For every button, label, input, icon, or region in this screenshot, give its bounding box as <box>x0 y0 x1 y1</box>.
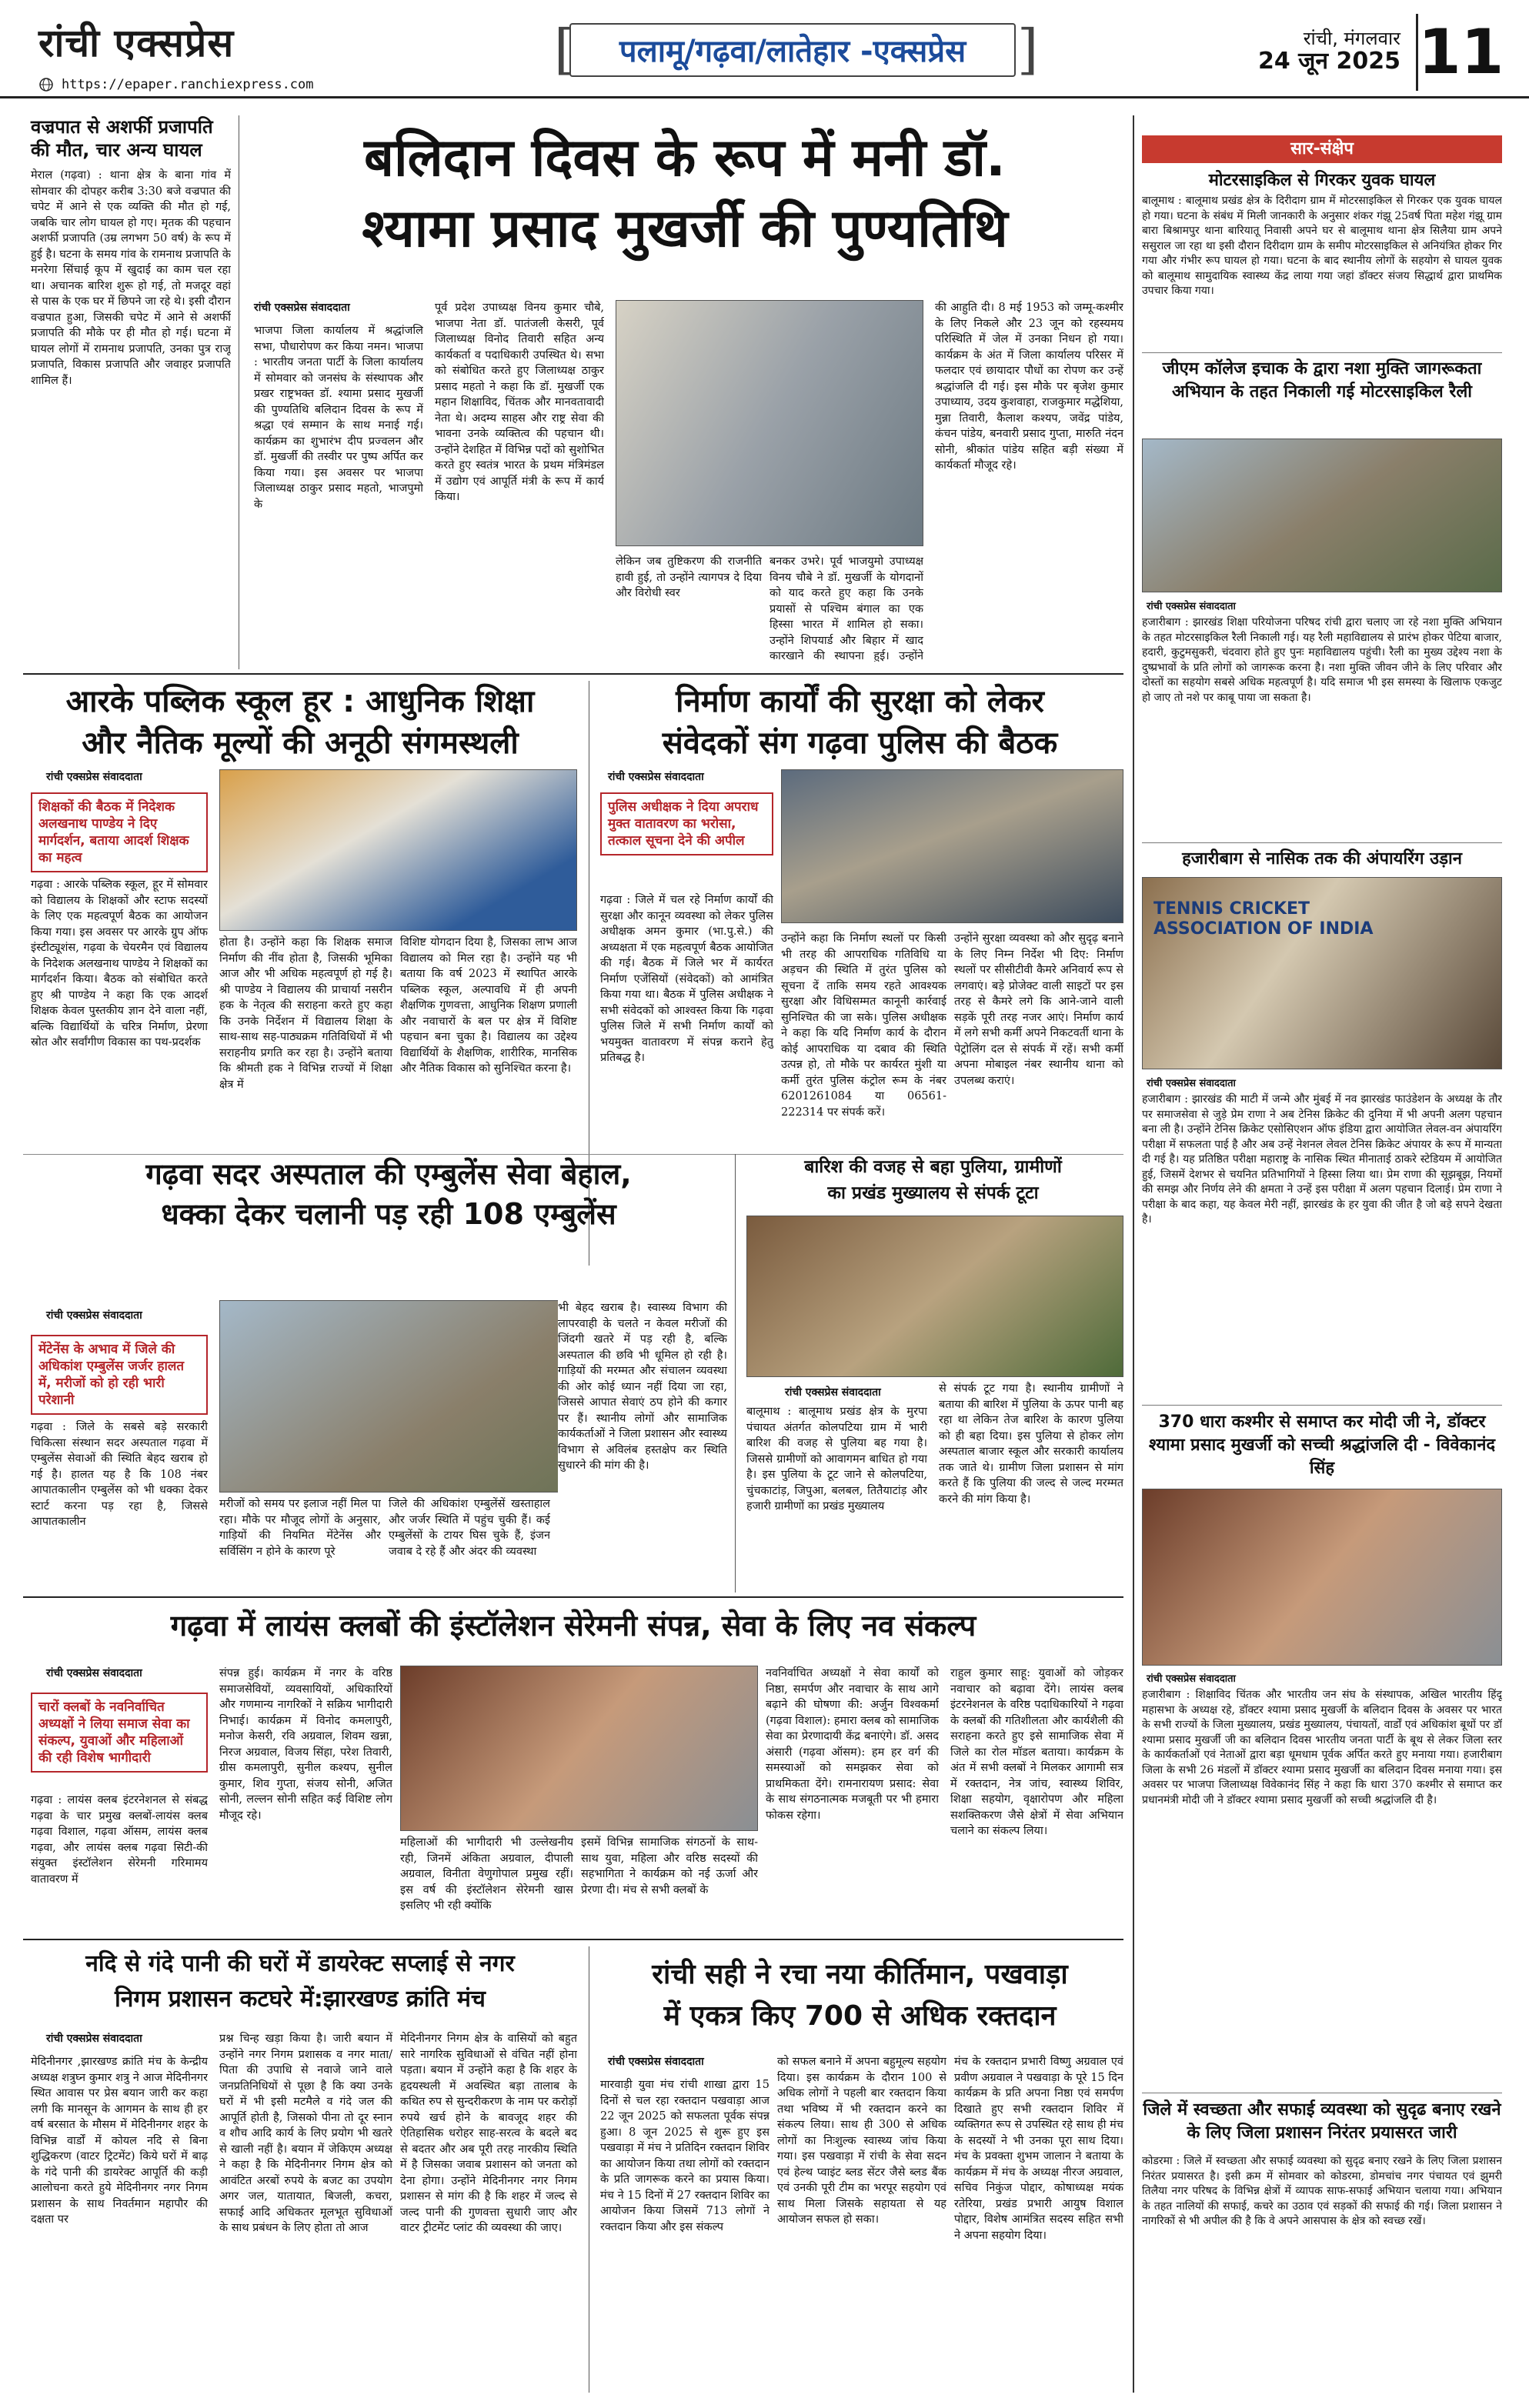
lions-photo <box>400 1666 758 1831</box>
bridge-byline: रांची एक्सप्रेस संवाददाता <box>785 1386 881 1399</box>
epaper-url[interactable]: https://epaper.ranchiexpress.com <box>62 77 314 92</box>
sidebar-brief2-photo <box>1142 439 1502 592</box>
globe-icon <box>38 77 58 92</box>
school-callout: शिक्षकों की बैठक में निदेशक अलखनाथ पाण्डेय ने दिए मार्गदर्शन, बताया आदर्श शिक्षक का महत्व <box>31 792 208 872</box>
ambulance-callout: मेंटेनेंस के अभाव में जिले की अधिकांश एम्बुलेंस जर्जर हालत में, मरीजों को हो रही भारी परेशानी <box>31 1335 208 1415</box>
lead-headline-line1: बलिदान दिवस के रूप में मनी डॉ. <box>364 128 1006 188</box>
police-text-col2: उन्होंने कहा कि निर्माण स्थलों पर किसी भी तरह की आपराधिक गतिविधि या अड़चन की स्थिति में तुरंत पुलिस को सूचना दें ताकि समय रहते आवश्यक सुरक्षा और विधिसम्मत कानूनी कार्रवाई सुनिश्चित की जा सके। पुलिस अधीक्षक ने कहा कि यदि निर्माण कार्य के दौरान कोई आपराधिक या दबाव की स्थिति उत्पन्न हो, तो मौके पर कार्यरत मुंशी या कर्मी तुरंत पुलिस कंट्रोल रूम के नंबर 6201261084 या 06561-222314 पर संपर्क करें। <box>781 932 946 1119</box>
lead-headline-line2: श्यामा प्रसाद मुखर्जी की पुण्यतिथि <box>362 198 1008 259</box>
ambulance-text-col2: मरीजों को समय पर इलाज नहीं मिल पा रहा। मौके पर मौजूद लोगों के अनुसार, गाड़ियों की नियमित मेंटेनेंस और सर्विसिंग न होने के कारण पूरे <box>219 1498 381 1558</box>
lead-headline <box>246 123 1123 265</box>
sidebar-divider <box>1142 352 1502 353</box>
lions-headline: गढ़वा में लायंस क्लबों की इंस्टॉलेशन सेरेमनी संपन्न, सेवा के लिए नव संकल्प <box>170 1609 976 1643</box>
school-text-col3: विशिष्ट योगदान दिया है, जिसका लाभ आज विद्यालय को मिल रहा है। उन्होंने यह भी बताया कि वर्ष 2023 में स्थापित आरके पब्लिक स्कूल, अल्पावधि में ही अपनी शैक्षणिक गुणवत्ता, आधुनिक शिक्षण प्रणाली और नवाचारों के बल पर क्षेत्र में विशिष्ट पहचान बना चुका है। विद्यालय का उद्देश्य विद्यार्थियों के शैक्षणिक, शारीरिक, मानसिक और नैतिक विकास को सुनिश्चित करना है। <box>400 936 577 1075</box>
sidebar-brief1-text: बालूमाथ : बालूमाथ प्रखंड क्षेत्र के दिरीदाग ग्राम में मोटरसाइकिल से गिरकर एक युवक घायल हो गया। घटना के संबंध में मिली जानकारी के अनुसार शंकर गंझू 25वर्ष पिता महेश गंझू ग्राम बारा बिश्रामपुर थाना बारियातू निवासी अपने घर से बालूमाथ थाना क्षेत्र सिलैया ग्राम अपने ससुराल जा रहा था इसी दौरान दिरीदाग ग्राम के समीप मोटरसाइकिल से अनियंत्रित होकर गिर गया और गंभीर रूप घायल हो गया। घटना के बाद स्थानीय लोगों के सहयोग से घायल युवक को बालूमाथ सामुदायिक स्वास्थ्य केंद्र लाया गया जहां डॉक्टर संजय सिद्धार्थ द्वारा प्राथमिक उपचार किया गया। <box>1142 195 1502 297</box>
bridge-headline-line2: का प्रखंड मुख्यालय से संपर्क टूटा <box>827 1183 1039 1203</box>
ambulance-byline: रांची एक्सप्रेस संवाददाता <box>46 1309 142 1322</box>
blood-text-col3: मंच के रक्तदान प्रभारी विष्णु अग्रवाल एवं प्रवीण अग्रवाल ने पखवाड़ा के पूरे 15 दिन कार्यक्रम के प्रति अपना निष्ठा एवं समर्पण दिखाते हुए सभी रक्तदान शिविर में व्यक्तिगत रूप से उपस्थित रहे साथ ही मंच के सदस्यों ने भी उनका पूरा साथ दिया। मंच के प्रवक्ता शुभम जालान ने बताया के कार्यक्रम में मंच के अध्यक्ष नीरज अग्रवाल, सचिव निकुंज पोद्दार, कोषाध्यक्ष मयंक रतेरिया, प्रखंड प्रभारी आयुष विशाल पोद्दार, विशेष आमंत्रित सदस्य सहित सभी ने अपना सहयोग दिया। <box>954 2056 1123 2242</box>
section-title: पलामू/गढ़वा/लातेहार -एक्सप्रेस <box>569 23 1016 77</box>
water-headline-line2: निगम प्रशासन कटघरे में:झारखण्ड क्रांति मंच <box>115 1986 486 2013</box>
ambulance-text-col1: गढ़वा : जिले के सबसे बड़े सरकारी चिकित्सा संस्थान सदर अस्पताल गढ़वा में एम्बुलेंस सेवाओं की स्थिति बेहद खराब हो गई है। हालत यह है कि 108 नंबर आपातकालीन एम्बुलेंस को भी धक्का देकर स्टार्ट करना पड़ रहा है, जिससे आपातकालीन <box>31 1421 208 1528</box>
sidebar-brief3-text: हजारीबाग : झारखंड की माटी में जन्मे और मुंबई में नव झारखंड फाउंडेशन के अध्यक्ष के तौर पर समाजसेवा से जुड़े प्रेम राणा ने अब टेनिस क्रिकेट की दुनिया में भी अपनी अलग पहचान बना ली है। उन्होंने टेनिस क्रिकेट एसोसिएशन ऑफ इंडिया द्वारा आयोजित लेवल-वन अंपायरिंग परीक्षा में सफलता पाई है और अब उन्हें नेशनल लेवल टेनिस क्रिकेट अंपायर के रूप में मान्यता दी गई है। यह प्रतिष्ठित परीक्षा महाराष्ट्र के नासिक स्थित मीनाताई ठाकरे स्टेडियम में आयोजित हुई, जिसमें देशभर से चयनित प्रतिभागियों ने हिस्सा लिया था। प्रेम राणा की सूझबूझ, नियमों की समझ और निर्णय लेने की क्षमता ने उन्हें इस परीक्षा में अलग पहचान दिलाई। प्रेम राणा ने परीक्षा के बाद कहा, यह केवल मेरी नहीं, झारखंड के हर युवा की जीत है जो बड़े सपने देखता है। <box>1142 1093 1502 1226</box>
dateline <box>1231 27 1400 73</box>
water-headline <box>23 1946 577 2017</box>
lions-text-col2: संपन्न हुई। कार्यक्रम में नगर के वरिष्ठ समाजसेवियों, व्यवसायियों, अधिकारियों और गणमान्य नागरिकों ने सक्रिय भागीदारी निभाई। कार्यक्रम में विनोद कमलापुरी, मनोज केसरी, रवि अग्रवाल, शिवम खन्ना, निरज अग्रवाल, विजय सिंहा, परेश तिवारी, ग्रीस कमलापुरी, सुनील कश्यप, सुनील कुमार, शिव गुप्ता, संजय सोनी, अजित सोनी, लल्लन सोनी सहित कई विशिष्ट लोग मौजूद रहे। <box>219 1667 392 1822</box>
water-text-col3: मेदिनीनगर निगम क्षेत्र के वासियों को बहुत सारे नागरिक सुविधाओं से वंचित नहीं होना पड़ता। बयान में उन्होंने कहा है कि शहर के हृदयस्थली में अवस्थित बड़ा तालाब के कथित रुप से सुन्दरीकरण के नाम पर करोड़ों रुपये खर्च होने के बावजूद शहर की ऐतिहासिक धरोहर साह-सरत्व के बदले बद से बदतर और अब पूरी तरह नारकीय स्थिति में है जिसका जवाब प्रशासन को जनता को देना होगा। उन्होंने मेदिनीनगर नगर निगम प्रशासन से मांग की है कि शहर में जल्द से जल्द पानी की गुणवत्ता सुधारी जाए और वाटर ट्रीटमेंट प्लांट की व्यवस्था की जाए। <box>400 2033 577 2234</box>
water-text-col1: मेदिनीनगर ,झारखण्ड क्रांति मंच के केन्द्रीय अध्यक्ष शत्रुघ्न कुमार शत्रु ने आज मेदिनीनगर स्थित आवास पर प्रेस बयान जारी कर कहा लगी कि मानसून के आगमन के साथ ही हर वर्ष बरसात के मौसम में मेदिनीनगर शहर के विभिन्न वार्डों में कोयल नदि से बिना शुद्धिकरण (वाटर ट्रिटमेंट) किये घरों में बाढ़ के गंदे पानी की डायरेक्ट आपूर्ति की कड़ी आलोचना करते हुये मेदिनीनगर नगर निगम प्रशासन के साथ निवर्तमान महापौर की दक्षता पर <box>31 2056 208 2226</box>
bridge-headline-line1: बारिश की वजह से बहा पुलिया, ग्रामीणों <box>804 1157 1062 1177</box>
city-day: रांची, मंगलवार <box>1303 28 1400 49</box>
lead-text-col1: भाजपा जिला कार्यालय में श्रद्धांजलि सभा, पौधारोपण कर किया नमन। भाजपा : भारतीय जनता पार्टी के जिला कार्यालय में सोमवार को जनसंघ के संस्थापक और प्रखर राष्ट्रभक्त डॉ. श्यामा प्रसाद मुखर्जी की पुण्यतिथि बलिदान दिवस के रूप में श्रद्धा एवं सम्मान के साथ मनाई गई। कार्यक्रम का शुभारंभ दीप प्रज्वलन और डॉ. मुखर्जी की तस्वीर पर पुष्प अर्पित कर किया गया। इस अवसर पर भाजपा जिलाध्यक्ष ठाकुर प्रसाद महतो, भाजपुमो के <box>254 325 423 511</box>
section-rule <box>23 673 1123 675</box>
lead-text-col3: लेकिन जब तुष्टिकरण की राजनीति हावी हुई, तो उन्होंने त्यागपत्र दे दिया और विरोधी स्वर <box>616 555 762 599</box>
blood-headline-line1: रांची सही ने रचा नया कीर्तिमान, पखवाड़ा <box>652 1959 1068 1990</box>
police-text-col3: उन्होंने सुरक्षा व्यवस्था को और सुदृढ़ बनाने के लिए निम्न निर्देश भी दिए: निर्माण स्थलों पर सीसीटीवी कैमरे अनिवार्य रूप से लगवाएं। बड़े प्रोजेक्ट वाली साइटों पर इस तरह से कैमरे लगे कि आने-जाने वाली सड़कें पूरी तरह नजर आएं। निर्माण कार्य में लगे सभी कर्मी अपने निकटवर्ती थाना के पेट्रोलिंग दल से संपर्क में रहें। सभी कर्मी अपना मोबाइल नंबर स्थानीय थाना को उपलब्ध कराएं। <box>954 932 1123 1087</box>
ambulance-text-col4: भी बेहद खराब है। स्वास्थ्य विभाग की लापरवाही के चलते न केवल मरीजों की जिंदगी खतरे में पड़ रही है, बल्कि अस्पताल की छवि भी धूमिल हो रही है। गाड़ियों की मरम्मत और संचालन व्यवस्था की ओर कोई ध्यान नहीं दिया जा रहा, जिससे आपात सेवाएं ठप होने की कगार पर हैं। स्थानीय लोगों और सामाजिक कार्यकर्ताओं ने जिला प्रशासन और स्वास्थ्य विभाग से अविलंब हस्तक्षेप कर स्थिति सुधारने की मांग की है। <box>558 1300 727 1589</box>
police-text-col1: गढ़वा : जिले में चल रहे निर्माण कार्यों की सुरक्षा और कानून व्यवस्था को लेकर पुलिस अधीक्षक अमन कुमार (भा.पु.से.) की अध्यक्षता में एक महत्वपूर्ण बैठक आयोजित की गई। बैठक में जिले भर में कार्यरत निर्माण एजेंसियों (संवेदकों) को आमंत्रित किया गया था। बैठक में पुलिस अधीक्षक ने सभी संवेदकों को आश्वस्त किया कि गढ़वा पुलिस जिले में सभी निर्माण कार्यों को भयमुक्त वातावरण में संपन्न कराने हेतु प्रतिबद्ध है। <box>600 894 773 1064</box>
brief-text: मेराल (गढ़वा) : थाना क्षेत्र के बाना गांव में सोमवार की दोपहर करीब 3:30 बजे वज्रपात की चपेट में आने से एक व्यक्ति की मौत हो गई, जबकि चार लोग घायल हो गए। मृतक की पहचान अशर्फी प्रजापति (उम्र लगभग 50 वर्ष) के रूप में हुई है। घटना के समय गांव के रामनाथ प्रजापति के मनरेगा सिंचाई कूप में खुदाई का काम चल रहा था। अचानक बारिश शुरू हो गई, तो मजदूर वहां से पास के एक घर में छिपने जा रहे थे। इसी दौरान वज्रपात हुआ, जिसकी चपेट में आने से अशर्फी प्रजापति की मौके पर ही मौत हो गई। घटना में घायल लोगों में रामनाथ प्रजापति, उनका पुत्र राजू प्रजापति, विकास प्रजापति और जवाहर प्रजापति शामिल हैं। <box>31 169 231 387</box>
issue-date: 24 जून 2025 <box>1257 48 1400 75</box>
school-headline <box>23 681 577 764</box>
page-number: 11 <box>1416 14 1485 91</box>
bridge-photo <box>746 1216 1123 1377</box>
sidebar-brief5-title: जिले में स्वच्छता और सफाई व्यवस्था को सुदृढ बनाए रखने के लिए जिला प्रशासन निरंतर प्रयासरत जारी <box>1143 2100 1501 2143</box>
school-headline-line2: और नैतिक मूल्यों की अनूठी संगमस्थली <box>82 725 519 761</box>
sidebar-brief2-text: हजारीबाग : झारखंड शिक्षा परियोजना परिषद रांची द्वारा चलाए जा रहे नशा मुक्ति अभियान के तहत मोटरसाइकिल रैली निकाली गई। यह रैली महाविद्यालय से प्रारंभ होकर पेटिया बाजार, हदारी, कुटुमसुकरी, चंदवारा होते हुए पुनः महाविद्यालय पहुंची। रैली का मुख्य उद्देश्य नशा के दुष्प्रभावों के प्रति लोगों को जागरूक करना है। नशा मुक्ति जीवन जीने के लिए परिवार और दोस्तों का सहयोग सबसे अधिक महत्वपूर्ण है। यदि समाज भी इस समस्या के खिलाफ एकजुट हो जाए तो नशे पर काबू पाया जा सकता है। <box>1142 616 1502 704</box>
ambulance-headline-line2: धक्का देकर चलानी पड़ रही 108 एम्बुलेंस <box>161 1197 616 1231</box>
section-rule <box>23 1596 1123 1598</box>
blood-text-col2: को सफल बनाने में अपना बहुमूल्य सहयोग दिया। इस कार्यक्रम के दौरान 100 से अधिक लोगों ने पहली बार रक्तदान किया तथा भविष्य में भी रक्तदान करने का संकल्प लिया। साथ ही 300 से अधिक लोगों का निःशुल्क स्वास्थ्य जांच किया गया। इस पखवाड़ा में रांची के सेवा सदन एवं हेल्थ प्वाइंट ब्लड सेंटर जैसे ब्लड बैंक एवं उनकी पूरी टीम का भरपूर सहयोग एवं साथ मिला जिसके सहायता से यह आयोजन सफल हो सका। <box>777 2056 946 2226</box>
police-callout: पुलिस अधीक्षक ने दिया अपराध मुक्त वातावरण का भरोसा, तत्काल सूचना देने की अपील <box>600 792 773 855</box>
school-photo <box>219 769 577 931</box>
police-byline: रांची एक्सप्रेस संवाददाता <box>608 771 704 783</box>
section-bracket-left: [ <box>554 18 576 81</box>
section-rule <box>23 1939 1123 1940</box>
lead-text-col5: की आहुति दी। 8 मई 1953 को जम्मू-कश्मीर के लिए निकले और 23 जून को रहस्यमय परिस्थिति में जेल में उनका निधन हो गया। कार्यक्रम के अंत में जिला कार्यालय परिसर में फलदार एवं छायादार पौधों का रोपण कर उन्हें श्रद्धांजलि दी गई। इस मौके पर बृजेश कुमार उपाध्याय, उदय कुशवाहा, राजकुमार मद्धेशिया, मुन्ना तिवारी, कैलाश कश्यप, जवेंद्र पांडेय, कंचन पांडेय, बनवारी प्रसाद गुप्ता, मारुति नंदन सोनी, श्रीकांत पांडेय सहित बड़ी संख्या में कार्यकर्ता मौजूद रहे। <box>935 302 1123 472</box>
blood-headline-line2: में एकत्र किए 700 से अधिक रक्तदान <box>663 2000 1057 2032</box>
lead-text-col4: बनकर उभरे। पूर्व भाजयुमो उपाध्यक्ष विनय चौबे ने डॉ. मुखर्जी के योगदानों को याद करते हुए कहा कि उनके प्रयासों से पश्चिम बंगाल का एक हिस्सा भारत में शामिल हो सका। उन्होंने शिपयार्ड और बिहार में खाद कारखाने की स्थापना हुई। उन्होंने <box>770 555 923 662</box>
water-headline-line1: नदि से गंदे पानी की घरों में डायरेक्ट सप्लाई से नगर <box>85 1950 515 1977</box>
sidebar-brief5-text: कोडरमा : जिले में स्वच्छता और सफाई व्यवस्था को सुदृढ बनाए रखने के लिए जिला प्रशासन निरंतर प्रयासरत है। इसी क्रम में सोमवार को कोडरमा, डोमचांच नगर पंचायत एवं झुमरी तिलैया नगर परिषद के विभिन्न क्षेत्रों में व्यापक साफ-सफाई अभियान चलाया गया। अभियान के तहत नालियों की सफाई, कचरे का उठाव एवं सड़कों की सफाई की गई। जिला प्रशासन ने नागरिकों से भी अपील की है कि वे अपने आसपास के क्षेत्र को स्वच्छ रखें। <box>1142 2155 1502 2227</box>
blood-text-col1: मारवाड़ी युवा मंच रांची शाखा द्वारा 15 दिनों से चल रहा रक्तदान पखवाड़ा आज 22 जून 2025 को सफलता पूर्वक संपन्न हुआ। 8 जून 2025 से शुरू हुए इस पखवाड़ा में मंच ने प्रतिदिन रक्तदान शिविर का आयोजन किया तथा लोगों को रक्तदान के प्रति जागरूक करने का प्रयास किया। मंच ने 15 दिनों में 27 रक्तदान शिविर का आयोजन किया जिसमें 713 लोगों ने रक्तदान किया और इस संकल्प <box>600 2079 770 2233</box>
sidebar-brief3-byline: रांची एक्सप्रेस संवाददाता <box>1147 1078 1236 1089</box>
sidebar-brief2-title: जीएम कॉलेज इचाक के द्वारा नशा मुक्ति जागरूकता अभियान के तहत निकाली गई मोटरसाइकिल रैली <box>1162 359 1482 402</box>
section-bracket-right: ] <box>1017 18 1039 81</box>
lions-text-col6: राहुल कुमार साहू: युवाओं को जोड़कर नवाचार को बढ़ावा देंगे। लायंस क्लब इंटरनेशनल के वरिष्ठ पदाधिकारियों ने गढ़वा के क्लबों की गतिशीलता और कार्यशैली की सराहना करते हुए इसे सामाजिक सेवा में जिले का रोल मॉडल बताया। कार्यक्रम के अंत में सभी क्लबों ने मिलकर आगामी सत्र में रक्तदान, नेत्र जांच, स्वास्थ्य शिविर, शिक्षा सहयोग, वृक्षारोपण और महिला सशक्तिकरण जैसे क्षेत्रों में सेवा अभियान चलाने का संकल्प लिया। <box>950 1667 1123 1837</box>
lions-text-col1: गढ़वा : लायंस क्लब इंटरनेशनल से संबद्ध गढ़वा के चार प्रमुख क्लबों-लायंस क्लब गढ़वा विशाल, गढ़वा ऑसम, लायंस क्लब गढ़वा, और लायंस क्लब गढ़वा सिटी-की संयुक्त इंस्टॉलेशन सेरेमनी गरिमामय वातावरण में <box>31 1794 208 1886</box>
sidebar-brief4-title: 370 धारा कश्मीर से समाप्त कर मोदी जी ने, डॉक्टर श्यामा प्रसाद मुखर्जी को सच्ची श्रद्धांजलि दी - विवेकानंद सिंह <box>1148 1412 1496 1478</box>
sidebar-divider <box>1142 1405 1502 1406</box>
police-headline-line2: संवेदकों संग गढ़वा पुलिस की बैठक <box>662 725 1058 761</box>
left-brief <box>31 115 231 691</box>
school-text-col2: होता है। उन्होंने कहा कि शिक्षक समाज निर्माण की नींव होता है, जिसकी भूमिका आज और भी अधिक महत्वपूर्ण हो गई है। श्री पाण्डेय ने विद्यालय की प्राचार्या नसरीन हक के नेतृत्व की सराहना करते हुए कहा कि उनके निर्देशन में विद्यालय शिक्षा के साथ-साथ सह-पाठ्यक्रम गतिविधियों में भी सराहनीय प्रगति कर रहा है। उन्होंने बताया कि श्रीमती हक ने विभिन्न राज्यों में शिक्षा क्षेत्र में <box>219 936 392 1091</box>
lions-text-col4: इसमें विभिन्न सामाजिक संगठनों के साथ-साथ युवा, महिला और वरिष्ठ सदस्यों की सहभागिता ने कार्यक्रम को नई ऊर्जा और प्रेरणा दी। मंच से सभी क्लबों के <box>581 1836 758 1896</box>
bridge-text-col2: से संपर्क टूट गया है। स्थानीय ग्रामीणों ने बताया की बारिश में पुलिया के ऊपर पानी बह रहा था लेकिन तेज बारिश के कारण पुलिया को ही बहा दिया। इस पुलिया से होकर लोग अस्पताल बाजार स्कूल और सरकारी कार्यालय तक जाते थे। ग्रामीण जिला प्रशासन से मांग करते हैं कि पुलिया की जल्द से जल्द मरम्मत करने की मांग किया है। <box>939 1382 1123 1506</box>
sidebar-brief4-photo <box>1142 1489 1502 1666</box>
blood-byline: रांची एक्सप्रेस संवाददाता <box>608 2056 704 2068</box>
lions-text-col5: नवनिर्वाचित अध्यक्षों ने सेवा कार्यों को निष्ठा, समर्पण और नवाचार के साथ आगे बढ़ाने की घोषणा की: अर्जुन विश्वकर्मा (गढ़वा विशाल): हमारा क्लब को सामाजिक सेवा का प्रेरणादायी केंद्र बनाएंगे। डॉ. असद अंसारी (गढ़वा ऑसम): हम हर वर्ग की समस्याओं को समझकर सेवा को प्राथमिकता देंगे। रामनारायण प्रसाद: सेवा के साथ संगठनात्मक मजबूती पर भी हमारा फोकस रहेगा। <box>766 1667 939 1822</box>
lead-photo <box>616 300 923 546</box>
newspaper-logo: रांची एक्सप्रेस <box>38 21 235 65</box>
sidebar-brief4-text: हजारीबाग : शिक्षाविद चिंतक और भारतीय जन संघ के संस्थापक, अखिल भारतीय हिंदू महासभा के अध्यक्ष रहे, डॉक्टर श्यामा प्रसाद मुखर्जी के बलिदान दिवस के अवसर पर भारत के सभी राज्यों के जिला मुख्यालय, प्रखंड मुख्यालय, पंचायतों, वार्डों एवं अधिकांश बूथों पर डॉ श्यामा प्रसाद मुखर्जी जी का बलिदान दिवस भारतीय जनता पार्टी के बूथ से लेकर जिला स्तर के कार्यकर्ताओं एवं नेताओं द्वारा बड़ा धूमधाम पूर्वक अर्पित करते हुए मनाया गया। हजारीबाग जिला के सभी 26 मंडलों में डॉक्टर श्यामा प्रसाद मुखर्जी का बलिदान दिवस मनाया गया। इस अवसर पर भाजपा जिलाध्यक्ष विवेकानंद सिंह ने कहा कि धारा 370 कश्मीर से समाप्त कर प्रधानमंत्री मोदी जी ने डॉक्टर श्यामा प्रसाद मुखर्जी को सच्ची श्रद्धांजलि दी है। <box>1142 1689 1502 1806</box>
sidebar-divider <box>1142 842 1502 843</box>
bridge-headline <box>743 1154 1123 1206</box>
ambulance-text-col3: जिले की अधिकांश एम्बुलेंसें खस्ताहाल और जर्जर स्थिति में पहुंच चुकी हैं। कई एम्बुलेंसों के टायर घिस चुके हैं, इंजन जवाब दे रहे हैं और अंदर की व्यवस्था <box>389 1498 550 1558</box>
police-photo <box>781 769 1123 923</box>
sidebar-brief1-title: मोटरसाइकिल से गिरकर युवक घायल <box>1208 171 1436 190</box>
water-text-col2: प्रश्न चिन्ह खड़ा किया है। जारी बयान में उन्होंने नगर निगम प्रशासक व नगर माता/पिता की उपाधि से नवाजे जाने वाले जनप्रतिनिधियों से पूछा है कि क्या उनके घरों में भी इसी मटमैले व गंदे जल की आपूर्ति होती है, जिसको पीना तो दूर स्नान व शौच आदि कार्य के लिए प्रयोग भी खतरे से खाली नहीं है। बयान में जेकिएम अध्यक्ष ने कहा है कि मेदिनीनगर निगम क्षेत्र को आवंटित अरबों रुपये के बजट का उपयोग अगर जल, यातायात, बिजली, कचरा, सफाई आदि अधिकतर मूलभूत सुविधाओं के साथ प्रबंधन के लिए होता तो आज <box>219 2033 392 2234</box>
sidebar-heading: सार-संक्षेप <box>1142 135 1502 163</box>
water-byline: रांची एक्सप्रेस संवाददाता <box>46 2033 142 2045</box>
police-headline-line1: निर्माण कार्यों की सुरक्षा को लेकर <box>676 684 1044 719</box>
school-byline: रांची एक्सप्रेस संवाददाता <box>46 771 142 783</box>
sidebar-brief3-title: हजारीबाग से नासिक तक की अंपायरिंग उड़ान <box>1182 849 1462 869</box>
lions-byline: रांची एक्सप्रेस संवाददाता <box>46 1667 142 1679</box>
sidebar-rule <box>1133 115 1134 2393</box>
school-text-col1: गढ़वा : आरके पब्लिक स्कूल, हूर में सोमवार को विद्यालय के शिक्षकों और स्टाफ सदस्यों के लिए एक महत्वपूर्ण बैठक का आयोजन किया गया। इस अवसर पर आरके ग्रुप ऑफ इंस्टीट्यूशंस, गढ़वा के चेयरमैन एवं विद्यालय के निदेशक अलखनाथ पाण्डेय ने शिक्षकों का मार्गदर्शन किया। बैठक को संबोधित करते हुए श्री पाण्डेय ने कहा कि एक आदर्श शिक्षक केवल पुस्तकीय ज्ञान देने वाला नहीं, बल्कि विद्यार्थियों के चरित्र निर्माण, प्रेरणा स्रोत और सर्वांगीण विकास का पथ-प्रदर्शक <box>31 879 208 1049</box>
bridge-text-col1: बालूमाथ : बालूमाथ प्रखंड क्षेत्र के मुरपा पंचायत अंतर्गत कोलपटिया ग्राम में भारी बारिश की वजह से पुलिया बह गया है। जिससे ग्रामीणों को आवागमन बाधित हो गया है। इस पुलिया के टूट जाने से कोलपटिया, चुंचकाटांड़, जिपुआ, बलबल, तितैयाटांड़ और हजारी ग्रामीणों का प्रखंड मुख्यालय <box>746 1406 927 1513</box>
school-headline-line1: आरके पब्लिक स्कूल हूर : आधुनिक शिक्षा <box>65 684 535 719</box>
tca-banner-text: TENNIS CRICKET ASSOCIATION OF INDIA <box>1153 899 1374 939</box>
ambulance-headline-line1: गढ़वा सदर अस्पताल की एम्बुलेंस सेवा बेहाल, <box>145 1157 632 1191</box>
brief-title: वज्रपात से अशर्फी प्रजापति की मौत, चार अन्य घायल <box>31 116 213 161</box>
lions-callout: चारों क्लबों के नवनिर्वाचित अध्यक्षों ने लिया समाज सेवा का संकल्प, युवाओं और महिलाओं की रही विशेष भागीदारी <box>31 1693 208 1773</box>
sidebar-brief2-byline: रांची एक्सप्रेस संवाददाता <box>1147 601 1236 612</box>
lions-text-col3: महिलाओं की भागीदारी भी उल्लेखनीय रही, जिनमें अंकिता अग्रवाल, दीपाली अग्रवाल, विनीता वेणुगोपाल प्रमुख रहीं। इस वर्ष की इंस्टॉलेशन सेरेमनी खास इसलिए भी रही क्योंकि <box>400 1836 573 1912</box>
lead-byline: रांची एक्सप्रेस संवाददाता <box>254 302 350 314</box>
column-rule <box>735 1154 736 1593</box>
blood-headline <box>596 1954 1123 2037</box>
ambulance-headline <box>23 1154 754 1234</box>
lead-text-col2: पूर्व प्रदेश उपाध्यक्ष विनय कुमार चौबे, भाजपा नेता डॉ. पातंजली केसरी, पूर्व जिलाध्यक्ष विनोद तिवारी सहित अन्य कार्यकर्ता व पदाधिकारी उपस्थित थे। सभा को संबोधित करते हुए जिलाध्यक्ष ठाकुर प्रसाद महतो ने कहा कि डॉ. मुखर्जी एक महान शिक्षाविद, चिंतक और मानवतावादी नेता थे। अदम्य साहस और राष्ट्र सेवा की भावना उनके व्यक्तित्व की पहचान थी। उन्होंने देशहित में विभिन्न पदों को सुशोभित करते हुए स्वतंत्र भारत के प्रथम मंत्रिमंडल में उद्योग एवं आपूर्ति मंत्री के रूप में कार्य किया। <box>435 302 604 503</box>
sidebar-brief3-photo <box>1142 877 1502 1069</box>
police-headline <box>596 681 1123 764</box>
sidebar-brief4-byline: रांची एक्सप्रेस संवाददाता <box>1147 1673 1236 1685</box>
